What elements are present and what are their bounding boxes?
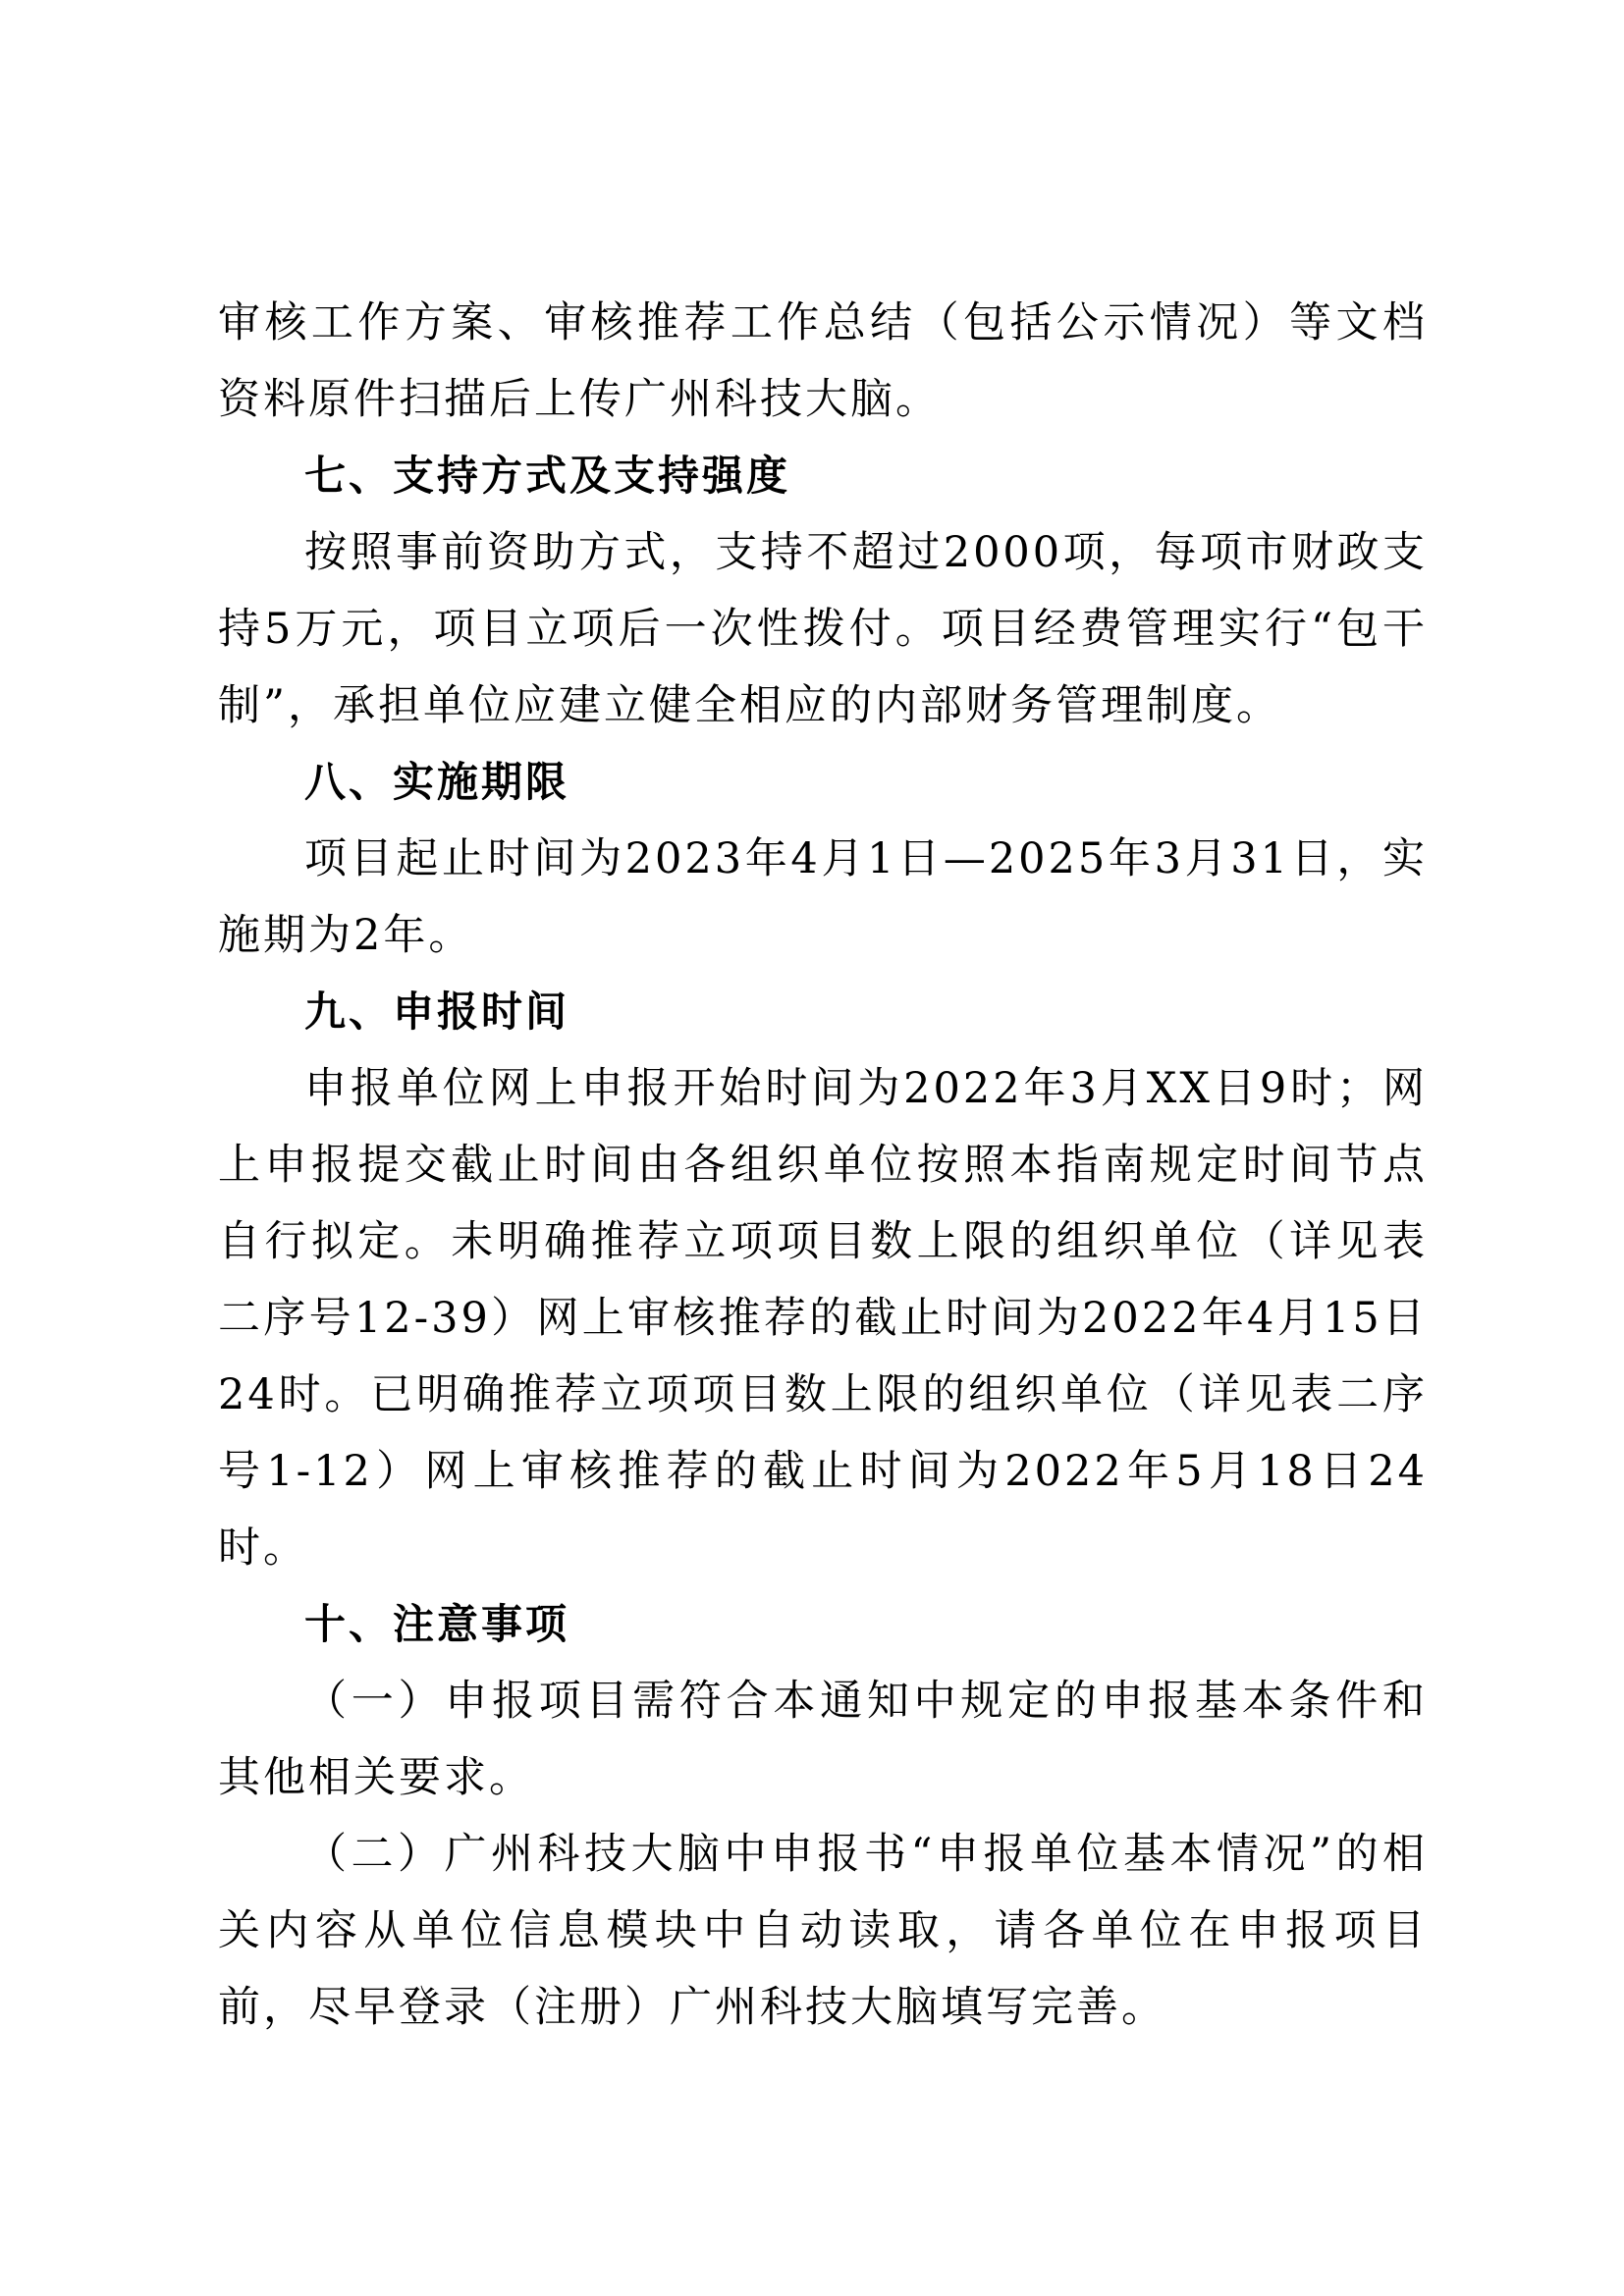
heading-application-time: 九、申报时间: [304, 988, 570, 1036]
paragraph-implementation-period: 项目起止时间为2023年4月1日—2025年3月31日，实施期为2年。: [218, 834, 1428, 960]
heading-notes: 十、注意事项: [304, 1600, 570, 1648]
paragraph-support-method: 按照事前资助方式，支持不超过2000项，每项市财政支持5万元，项目立项后一次性拨付。项目经费管理实行“包干制”，承担单位应建立健全相应的内部财务管理制度。: [218, 528, 1428, 730]
document-body: [218, 285, 1428, 2046]
paragraph-note-2: （二）广州科技大脑中申报书“申报单位基本情况”的相关内容从单位信息模块中自动读取，请各单位在申报项目前，尽早登录（注册）广州科技大脑填写完善。: [218, 1830, 1428, 2032]
paragraph-submission-materials: 审核工作方案、审核推荐工作总结（包括公示情况）等文档资料原件扫描后上传广州科技大脑。: [218, 298, 1428, 424]
heading-implementation-period: 八、实施期限: [304, 758, 570, 806]
heading-support-method: 七、支持方式及支持强度: [304, 452, 791, 500]
paragraph-note-1: （一）申报项目需符合本通知中规定的申报基本条件和其他相关要求。: [218, 1677, 1428, 1802]
paragraph-application-time: 申报单位网上申报开始时间为2022年3月XX日9时；网上申报提交截止时间由各组织单位按照本指南规定时间节点自行拟定。未明确推荐立项项目数上限的组织单位（详见表二序号12-39）网上审核推荐的截止时间为2022年4月15日24时。已明确推荐立项项目数上限的组织单位（详见表二序号1-12）网上审核推荐的截止时间为2022年5月18日24时。: [218, 1064, 1428, 1573]
